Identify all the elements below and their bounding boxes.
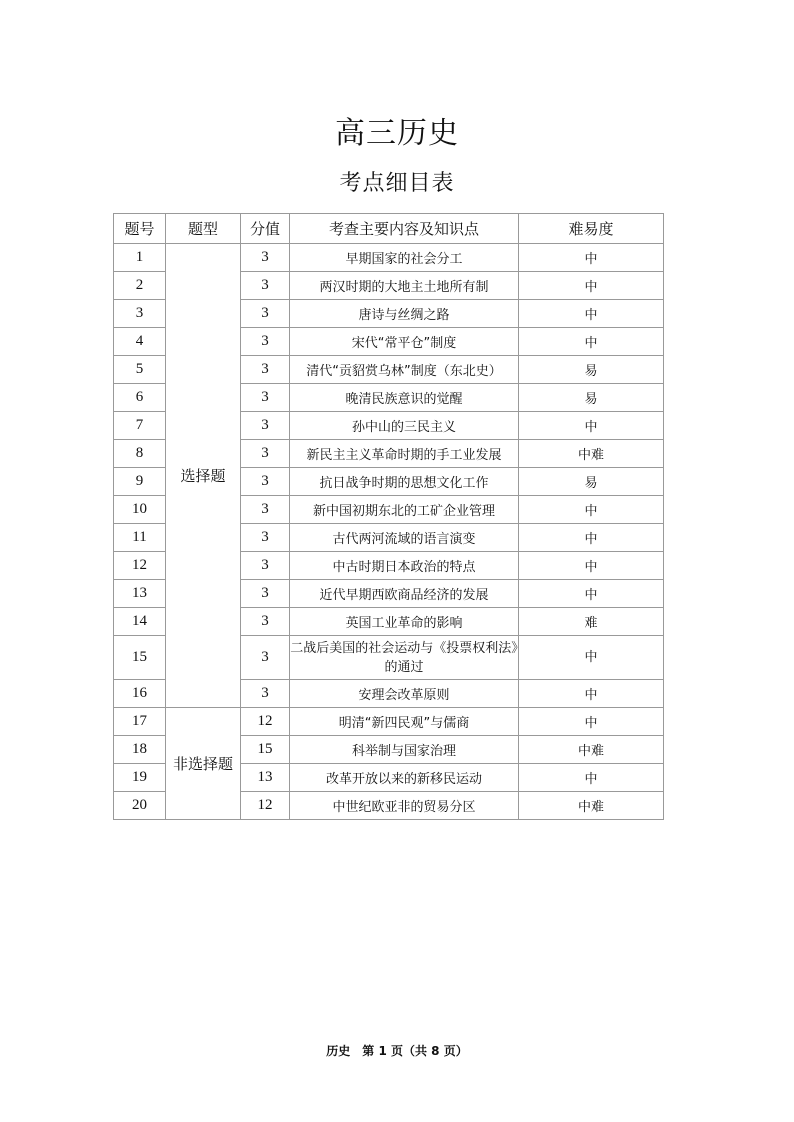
header-score: 分值 bbox=[241, 214, 290, 244]
exam-specification-table bbox=[113, 213, 664, 820]
content: 中古时期日本政治的特点 bbox=[290, 552, 519, 580]
score: 3 bbox=[241, 272, 290, 300]
difficulty: 中 bbox=[519, 680, 664, 708]
difficulty: 中 bbox=[519, 272, 664, 300]
score: 3 bbox=[241, 384, 290, 412]
score: 3 bbox=[241, 608, 290, 636]
score: 3 bbox=[241, 680, 290, 708]
difficulty: 中 bbox=[519, 300, 664, 328]
content: 两汉时期的大地主土地所有制 bbox=[290, 272, 519, 300]
difficulty: 中 bbox=[519, 524, 664, 552]
difficulty: 中 bbox=[519, 636, 664, 680]
page-footer: 历史 第 1 页（共 8 页） bbox=[326, 1044, 468, 1058]
score: 3 bbox=[241, 356, 290, 384]
score: 3 bbox=[241, 440, 290, 468]
question-no: 1 bbox=[114, 244, 166, 272]
document-subtitle: 考点细目表 bbox=[339, 171, 455, 196]
question-no: 3 bbox=[114, 300, 166, 328]
content: 近代早期西欧商品经济的发展 bbox=[290, 580, 519, 608]
difficulty: 中 bbox=[519, 580, 664, 608]
content: 抗日战争时期的思想文化工作 bbox=[290, 468, 519, 496]
content: 二战后美国的社会运动与《投票权利法》的通过 bbox=[290, 636, 519, 680]
question-no: 14 bbox=[114, 608, 166, 636]
question-no: 8 bbox=[114, 440, 166, 468]
content: 安理会改革原则 bbox=[290, 680, 519, 708]
table-row bbox=[114, 244, 664, 272]
difficulty: 中难 bbox=[519, 736, 664, 764]
header-content: 考查主要内容及知识点 bbox=[290, 214, 519, 244]
header-difficulty: 难易度 bbox=[519, 214, 664, 244]
score: 3 bbox=[241, 300, 290, 328]
question-no: 10 bbox=[114, 496, 166, 524]
content: 清代“贡貂赏乌林”制度（东北史） bbox=[290, 356, 519, 384]
difficulty: 易 bbox=[519, 384, 664, 412]
score: 12 bbox=[241, 708, 290, 736]
question-no: 12 bbox=[114, 552, 166, 580]
question-no: 9 bbox=[114, 468, 166, 496]
question-no: 15 bbox=[114, 636, 166, 680]
question-no: 19 bbox=[114, 764, 166, 792]
content: 明清“新四民观”与儒商 bbox=[290, 708, 519, 736]
header-question-type: 题型 bbox=[166, 214, 241, 244]
document-title: 高三历史 bbox=[335, 116, 459, 151]
score: 3 bbox=[241, 552, 290, 580]
question-type-nonchoice: 非选择题 bbox=[166, 708, 241, 820]
difficulty: 易 bbox=[519, 468, 664, 496]
content: 孙中山的三民主义 bbox=[290, 412, 519, 440]
content: 改革开放以来的新移民运动 bbox=[290, 764, 519, 792]
question-type-choice: 选择题 bbox=[166, 244, 241, 708]
score: 3 bbox=[241, 580, 290, 608]
score: 3 bbox=[241, 328, 290, 356]
score: 3 bbox=[241, 244, 290, 272]
table-header-row bbox=[114, 214, 664, 244]
difficulty: 难 bbox=[519, 608, 664, 636]
question-no: 13 bbox=[114, 580, 166, 608]
content: 科举制与国家治理 bbox=[290, 736, 519, 764]
difficulty: 中难 bbox=[519, 792, 664, 820]
question-no: 20 bbox=[114, 792, 166, 820]
score: 15 bbox=[241, 736, 290, 764]
difficulty: 易 bbox=[519, 356, 664, 384]
question-no: 4 bbox=[114, 328, 166, 356]
question-no: 18 bbox=[114, 736, 166, 764]
content: 英国工业革命的影响 bbox=[290, 608, 519, 636]
content: 唐诗与丝绸之路 bbox=[290, 300, 519, 328]
question-no: 7 bbox=[114, 412, 166, 440]
content: 宋代“常平仓”制度 bbox=[290, 328, 519, 356]
difficulty: 中 bbox=[519, 552, 664, 580]
content: 新中国初期东北的工矿企业管理 bbox=[290, 496, 519, 524]
difficulty: 中难 bbox=[519, 440, 664, 468]
table-row bbox=[114, 708, 664, 736]
content: 古代两河流域的语言演变 bbox=[290, 524, 519, 552]
question-no: 6 bbox=[114, 384, 166, 412]
question-no: 11 bbox=[114, 524, 166, 552]
difficulty: 中 bbox=[519, 708, 664, 736]
question-no: 2 bbox=[114, 272, 166, 300]
content: 早期国家的社会分工 bbox=[290, 244, 519, 272]
score: 3 bbox=[241, 636, 290, 680]
score: 3 bbox=[241, 496, 290, 524]
question-no: 5 bbox=[114, 356, 166, 384]
difficulty: 中 bbox=[519, 244, 664, 272]
difficulty: 中 bbox=[519, 412, 664, 440]
score: 12 bbox=[241, 792, 290, 820]
score: 13 bbox=[241, 764, 290, 792]
difficulty: 中 bbox=[519, 328, 664, 356]
content: 中世纪欧亚非的贸易分区 bbox=[290, 792, 519, 820]
question-no: 16 bbox=[114, 680, 166, 708]
score: 3 bbox=[241, 468, 290, 496]
score: 3 bbox=[241, 524, 290, 552]
difficulty: 中 bbox=[519, 496, 664, 524]
content: 新民主主义革命时期的手工业发展 bbox=[290, 440, 519, 468]
score: 3 bbox=[241, 412, 290, 440]
difficulty: 中 bbox=[519, 764, 664, 792]
header-question-no: 题号 bbox=[114, 214, 166, 244]
question-no: 17 bbox=[114, 708, 166, 736]
content: 晚清民族意识的觉醒 bbox=[290, 384, 519, 412]
